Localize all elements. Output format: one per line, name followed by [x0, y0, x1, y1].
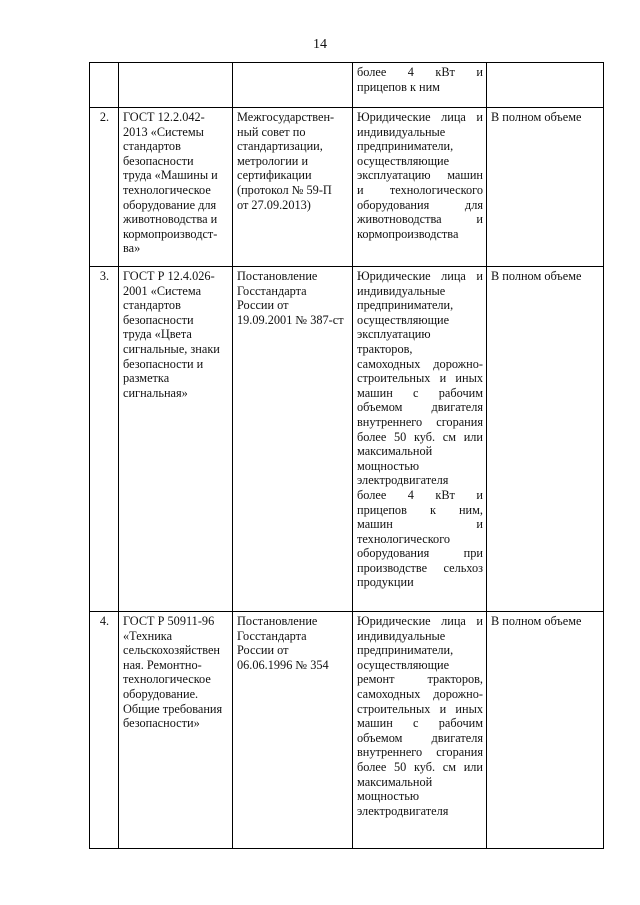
- text-line: самоходных дорожно-: [357, 686, 483, 701]
- standard-cell: [119, 108, 233, 267]
- text-line: индивидуальные: [357, 628, 446, 643]
- row-number-cell: 4.: [90, 612, 119, 849]
- text-line: и технологического: [357, 182, 483, 197]
- text-line: сигнальная»: [123, 385, 188, 400]
- text-line: объемом двигателя: [357, 730, 483, 745]
- text-line: предприниматели,: [357, 643, 454, 658]
- applicability-cell: [487, 63, 604, 108]
- text-line: мощностью: [357, 458, 420, 473]
- text-line: осуществляющие: [357, 657, 450, 672]
- subjects-cell: [353, 108, 487, 267]
- standard-cell: [119, 612, 233, 849]
- text-line: внутреннего сгорания: [357, 414, 483, 429]
- standard-cell: [119, 267, 233, 612]
- text-line: технологическое: [123, 182, 211, 197]
- text-line: безопасности»: [123, 716, 200, 731]
- text-line: самоходных дорожно-: [357, 356, 483, 371]
- row-number-cell: 3.: [90, 267, 119, 612]
- row-number-cell: [90, 63, 119, 108]
- text-line: прицепов к ним: [357, 79, 440, 94]
- text-line: стандартов: [123, 139, 181, 154]
- table-row: [90, 63, 604, 108]
- text-line: максимальной: [357, 444, 433, 459]
- text-line: более 50 куб. см или: [357, 759, 483, 774]
- text-line: Госстандарта: [237, 283, 307, 298]
- text-line: более 4 кВт и: [357, 487, 483, 502]
- text-line: 19.09.2001 № 387-ст: [237, 312, 344, 327]
- text-line: предприниматели,: [357, 139, 454, 154]
- text-line: Юридические лица и: [357, 269, 483, 283]
- text-line: более 50 куб. см или: [357, 429, 483, 444]
- text-line: осуществляющие: [357, 312, 450, 327]
- text-line: индивидуальные: [357, 124, 446, 139]
- text-line: объемом двигателя: [357, 400, 483, 415]
- text-line: сигнальные, знаки: [123, 341, 220, 356]
- text-line: сертификации: [237, 168, 312, 183]
- text-line: технологического: [357, 531, 451, 546]
- text-line: максимальной: [357, 774, 433, 789]
- table-row: [90, 108, 604, 267]
- applicability-cell: В полном объеме: [487, 267, 604, 612]
- standards-table-body: [90, 63, 604, 849]
- approved-by-cell: [233, 612, 353, 849]
- text-line: труда «Машины и: [123, 168, 218, 183]
- text-line: электродвигателя: [357, 803, 449, 818]
- text-line: эксплуатацию машин: [357, 168, 483, 183]
- text-line: прицепов к ним,: [357, 502, 483, 517]
- text-line: индивидуальные: [357, 283, 446, 298]
- text-line: предприниматели,: [357, 298, 454, 313]
- text-line: России от: [237, 298, 289, 313]
- text-line: 2013 «Системы: [123, 124, 204, 139]
- text-line: животноводства и: [357, 212, 483, 227]
- text-line: ный совет по: [237, 124, 306, 139]
- text-line: мощностью: [357, 789, 420, 804]
- text-line: от 27.09.2013): [237, 197, 311, 212]
- text-line: безопасности: [123, 153, 194, 168]
- text-line: тракторов,: [357, 341, 413, 356]
- text-line: Постановление: [237, 614, 318, 628]
- text-line: животноводства и: [123, 212, 218, 227]
- text-line: кормопроизводст-: [123, 226, 218, 241]
- text-line: (протокол № 59-П: [237, 182, 332, 197]
- text-line: оборудования при: [357, 546, 483, 561]
- row-number-cell: 2.: [90, 108, 119, 267]
- text-line: продукции: [357, 575, 414, 590]
- text-line: ГОСТ Р 12.4.026-: [123, 269, 215, 283]
- text-line: внутреннего сгорания: [357, 745, 483, 760]
- approved-by-cell: [233, 63, 353, 108]
- text-line: ГОСТ Р 50911-96: [123, 614, 215, 628]
- text-line: осуществляющие: [357, 153, 450, 168]
- text-line: труда «Цвета: [123, 327, 192, 342]
- text-line: сельскохозяйствен: [123, 643, 220, 658]
- text-line: машин и: [357, 517, 483, 532]
- table-row: [90, 267, 604, 612]
- page-number: 14: [313, 37, 327, 52]
- text-line: Межгосударствен-: [237, 110, 335, 124]
- applicability-cell: В полном объеме: [487, 108, 604, 267]
- text-line: Постановление: [237, 269, 318, 283]
- text-line: ва»: [123, 241, 141, 256]
- text-line: производстве сельхоз: [357, 560, 483, 575]
- text-line: «Техника: [123, 628, 173, 643]
- text-line: России от: [237, 643, 289, 658]
- text-line: стандартизации,: [237, 139, 323, 154]
- text-line: 06.06.1996 № 354: [237, 657, 329, 672]
- table-row: [90, 612, 604, 849]
- text-line: ная. Ремонтно-: [123, 657, 202, 672]
- text-line: безопасности: [123, 312, 194, 327]
- subjects-cell: [353, 63, 487, 108]
- text-line: разметка: [123, 371, 170, 386]
- text-line: оборудование.: [123, 686, 199, 701]
- subjects-cell: [353, 267, 487, 612]
- text-line: оборудования для: [357, 197, 483, 212]
- text-line: оборудование для: [123, 197, 217, 212]
- text-line: ГОСТ 12.2.042-: [123, 110, 205, 124]
- text-line: более 4 кВт и: [357, 65, 483, 79]
- text-line: строительных и иных: [357, 701, 483, 716]
- approved-by-cell: [233, 108, 353, 267]
- standard-cell: [119, 63, 233, 108]
- text-line: Госстандарта: [237, 628, 307, 643]
- text-line: строительных и иных: [357, 371, 483, 386]
- text-line: кормопроизводства: [357, 226, 459, 241]
- text-line: 2001 «Система: [123, 283, 202, 298]
- text-line: метрологии и: [237, 153, 309, 168]
- approved-by-cell: [233, 267, 353, 612]
- applicability-cell: В полном объеме: [487, 612, 604, 849]
- text-line: стандартов: [123, 298, 181, 313]
- text-line: электродвигателя: [357, 473, 449, 488]
- subjects-cell: [353, 612, 487, 849]
- standards-table: [89, 62, 604, 849]
- text-line: Юридические лица и: [357, 614, 483, 628]
- text-line: ремонт тракторов,: [357, 672, 483, 687]
- text-line: Юридические лица и: [357, 110, 483, 124]
- text-line: технологическое: [123, 672, 211, 687]
- text-line: эксплуатацию: [357, 327, 431, 342]
- text-line: Общие требования: [123, 701, 223, 716]
- text-line: машин с рабочим: [357, 385, 483, 400]
- text-line: машин с рабочим: [357, 716, 483, 731]
- text-line: безопасности и: [123, 356, 204, 371]
